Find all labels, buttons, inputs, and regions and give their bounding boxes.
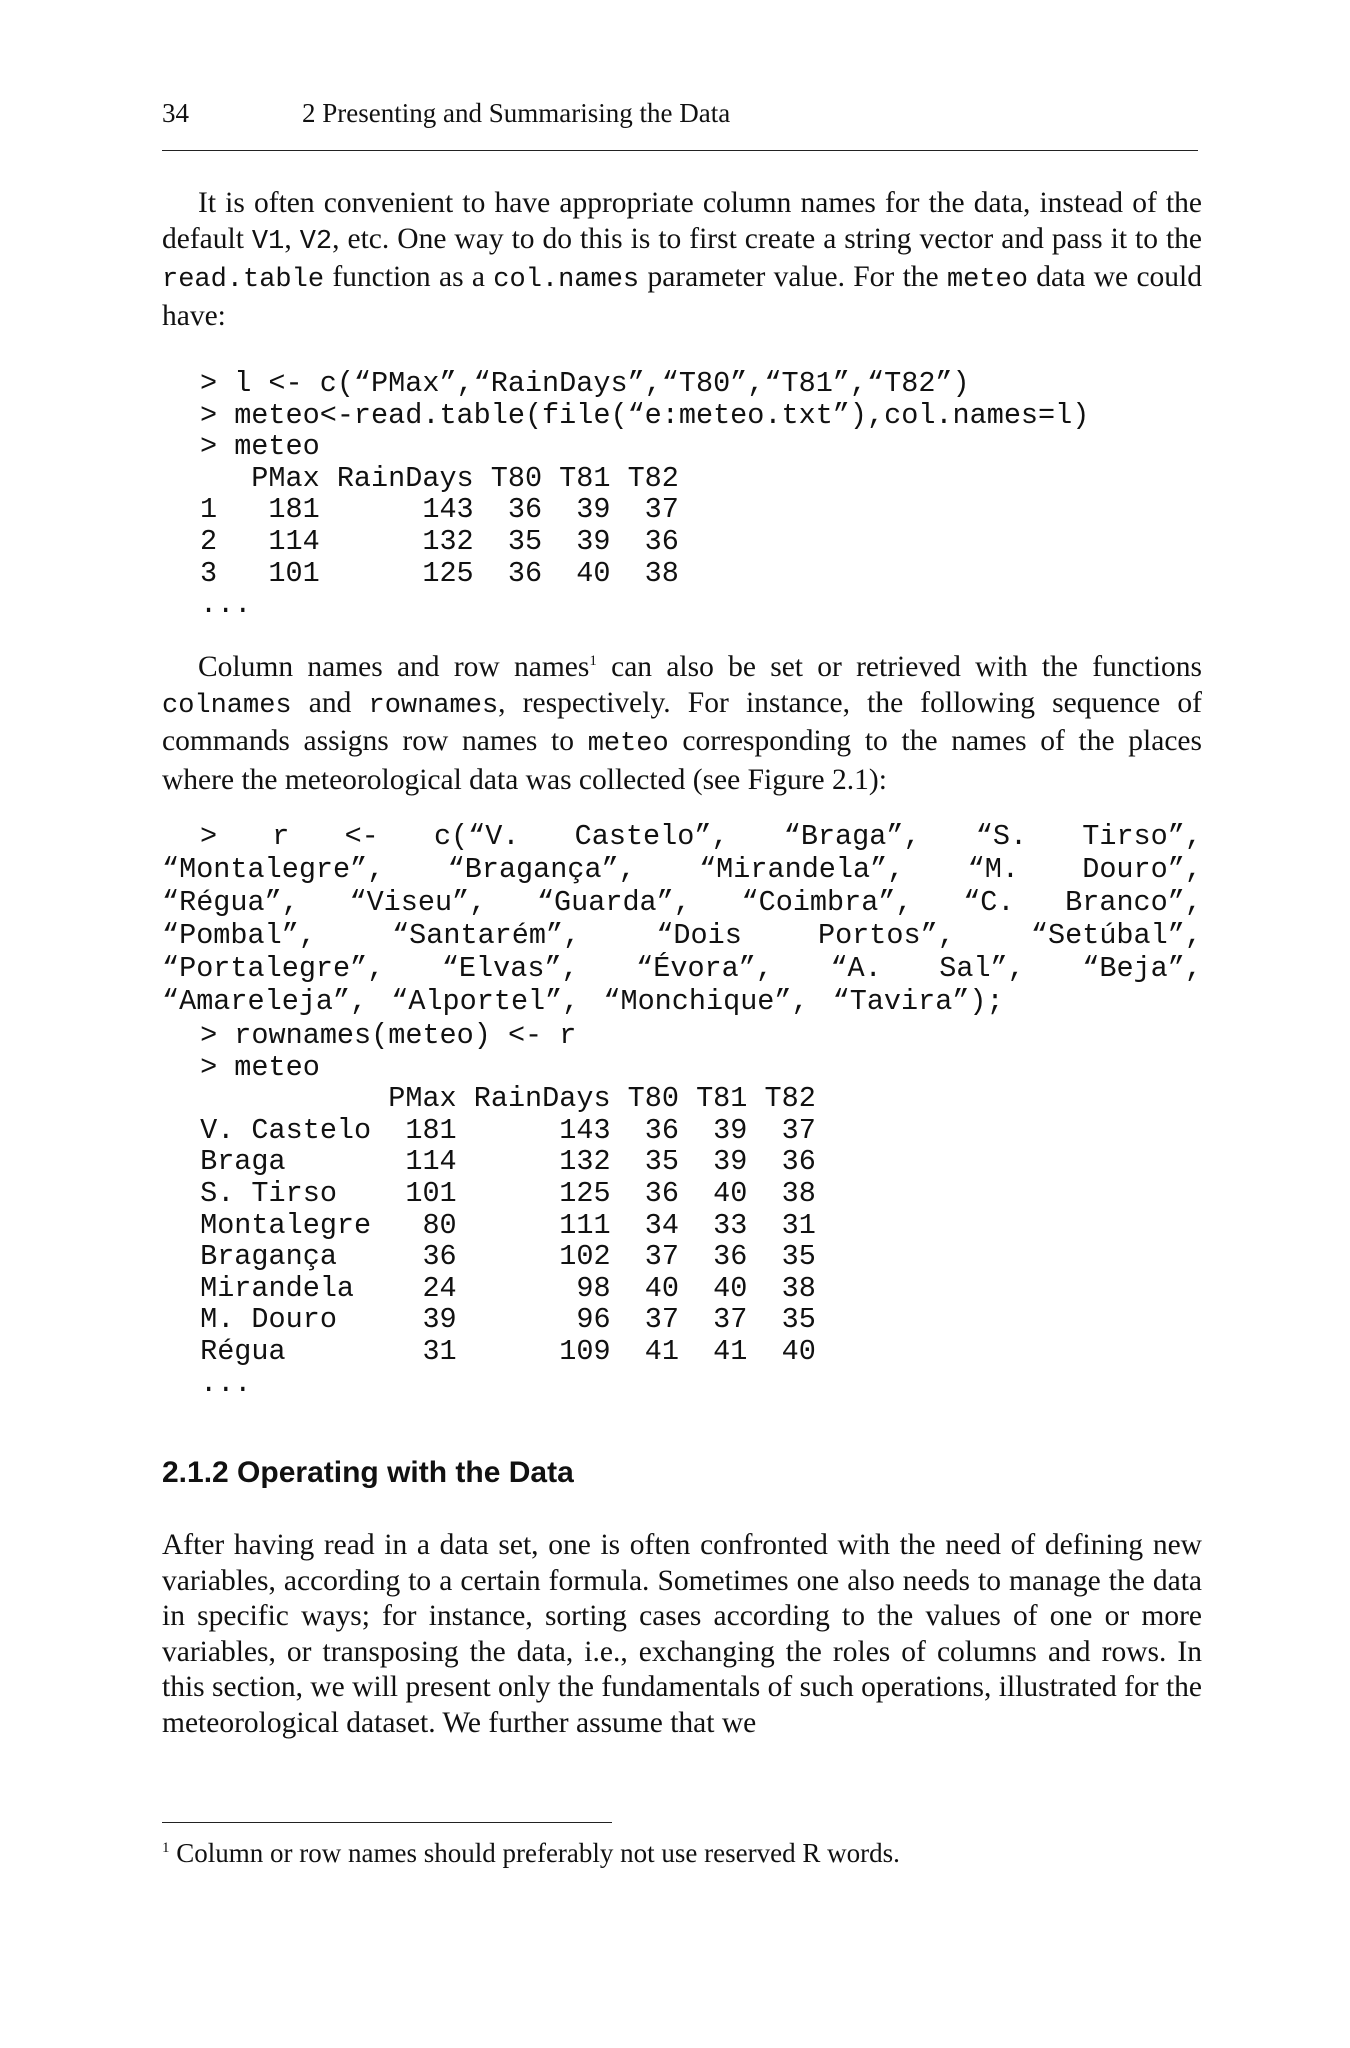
code-token: “Bragança”, (447, 853, 636, 886)
code-token: “Pombal”, (162, 919, 316, 952)
text-run: , etc. One way to do this is to first create a string vector and pass it to the (332, 222, 1203, 255)
code-token: “Beja”, (1082, 952, 1202, 985)
code-token: “Amareleja”, (162, 985, 368, 1018)
inline-code: read.table (162, 265, 325, 295)
footnote-number: 1 (162, 1840, 170, 1856)
code-token: “Évora”, (636, 952, 773, 985)
code-line (162, 853, 1202, 886)
inline-code: V1 (251, 226, 285, 257)
code-token: Branco”, (1065, 886, 1202, 919)
code-token: Sal”, (939, 952, 1025, 985)
code-token: “Viseu”, (349, 886, 487, 919)
page-number: 34 (162, 98, 189, 128)
text-run: , respectively. For instance, the following sequence of commands assigns row names to (162, 686, 1203, 757)
code-line (162, 985, 1202, 1018)
paragraph-column-names (162, 186, 1202, 334)
inline-code: meteo (946, 265, 1028, 295)
inline-code: colnames (162, 690, 292, 721)
footnote-text: Column or row names should preferably not use reserved R words. (176, 1838, 900, 1868)
code-block-read-table: > l <- c(“PMax”,“RainDays”,“T80”,“T81”,“T82”) > meteo<-read.table(file(“e:meteo.txt”),col.names=l) > meteo PMax RainDays T80 T81 T82 1 181 143 36 39 37 2 114 132 35 39 36 3 101 125 36 40 38 ... (200, 367, 1090, 622)
code-token: “Setúbal”, (1030, 919, 1202, 952)
paragraph-row-names (162, 650, 1202, 798)
code-block-meteo-table: > rownames(meteo) <- r > meteo PMax RainDays T80 T81 T82 V. Castelo 181 143 36 39 37 Braga 114 132 35 39 36 S. Tirso 101 125 36 40 38 Montalegre 80 111 34 33 31 Bragança 36 102 37 36 35 Mirandela 24 98 40 40 38 M. Douro 39 96 37 37 35 Régua 31 109 41 41 40 ... (200, 1019, 816, 1400)
code-token: “Elvas”, (441, 952, 579, 985)
code-line (162, 820, 1202, 853)
code-token: “Tavira”); (832, 985, 1004, 1018)
footnote-rule (162, 1822, 612, 1823)
code-token: “Dois (656, 919, 742, 952)
code-token: “Braga”, (783, 820, 921, 853)
code-token: Castelo”, (574, 820, 729, 853)
text-run: corresponding to the names of the places where the meteorological data was collected (see Figure 2.1): (162, 725, 1202, 796)
code-line (162, 919, 1202, 952)
footnote-marker: 1 (589, 653, 597, 670)
code-token: Tirso”, (1082, 820, 1202, 853)
code-token: “M. (967, 853, 1019, 886)
code-token: Douro”, (1082, 853, 1202, 886)
code-token: “A. (830, 952, 882, 985)
header-rule (162, 150, 1198, 151)
code-token: > (200, 820, 218, 853)
code-token: “C. (963, 886, 1015, 919)
text-run: Column names and row names (198, 651, 590, 683)
code-token: “Montalegre”, (162, 853, 385, 886)
code-block-rownames-vector (162, 820, 1202, 1018)
code-token: “Santarém”, (392, 919, 581, 952)
code-line (162, 886, 1202, 919)
code-token: “S. (975, 820, 1028, 853)
code-token: <- (344, 820, 379, 853)
code-token: r (272, 820, 290, 853)
chapter-title: 2 Presenting and Summarising the Data (302, 98, 731, 128)
code-token: “Régua”, (162, 886, 299, 919)
code-token: “Alportel”, (391, 985, 580, 1018)
code-token: “Guarda”, (536, 886, 691, 919)
code-token: “Mirandela”, (699, 853, 905, 886)
code-token: “Portalegre”, (162, 952, 385, 985)
text-run: It is often convenient to have appropriate column names for the data, instead of the default (162, 187, 1202, 255)
text-run: function as a (324, 261, 494, 293)
inline-code: meteo (587, 729, 669, 759)
paragraph-operating-data: After having read in a data set, one is often confronted with the need of defining new variables, according to a certain formula. Sometimes one also needs to manage the data in specific ways; for instance, sorting cases according to the values of one or more variables, or transposing the data, i.e., exchanging the roles of columns and rows. In this section, we will present only the fundamentals of such operations, illustrated for the meteorological dataset. We further assume that we (162, 1529, 1202, 1739)
text-run: can also be set or retrieved with the functions (596, 651, 1202, 683)
text-run: and (291, 686, 369, 719)
footnote (162, 1838, 900, 1869)
code-token: “Coimbra”, (741, 886, 913, 919)
code-line (162, 952, 1202, 985)
text-run: , (284, 222, 300, 255)
text-run: data we could have: (162, 261, 1202, 332)
section-heading: 2.1.2 Operating with the Data (162, 1456, 574, 1489)
code-token: c(“V. (433, 820, 520, 853)
inline-code: V2 (299, 226, 333, 257)
inline-code: rownames (368, 690, 499, 721)
text-run: parameter value. For the (639, 261, 947, 293)
code-token: “Monchique”, (603, 985, 809, 1018)
inline-code: col.names (493, 265, 640, 295)
code-token: Portos”, (817, 919, 955, 952)
